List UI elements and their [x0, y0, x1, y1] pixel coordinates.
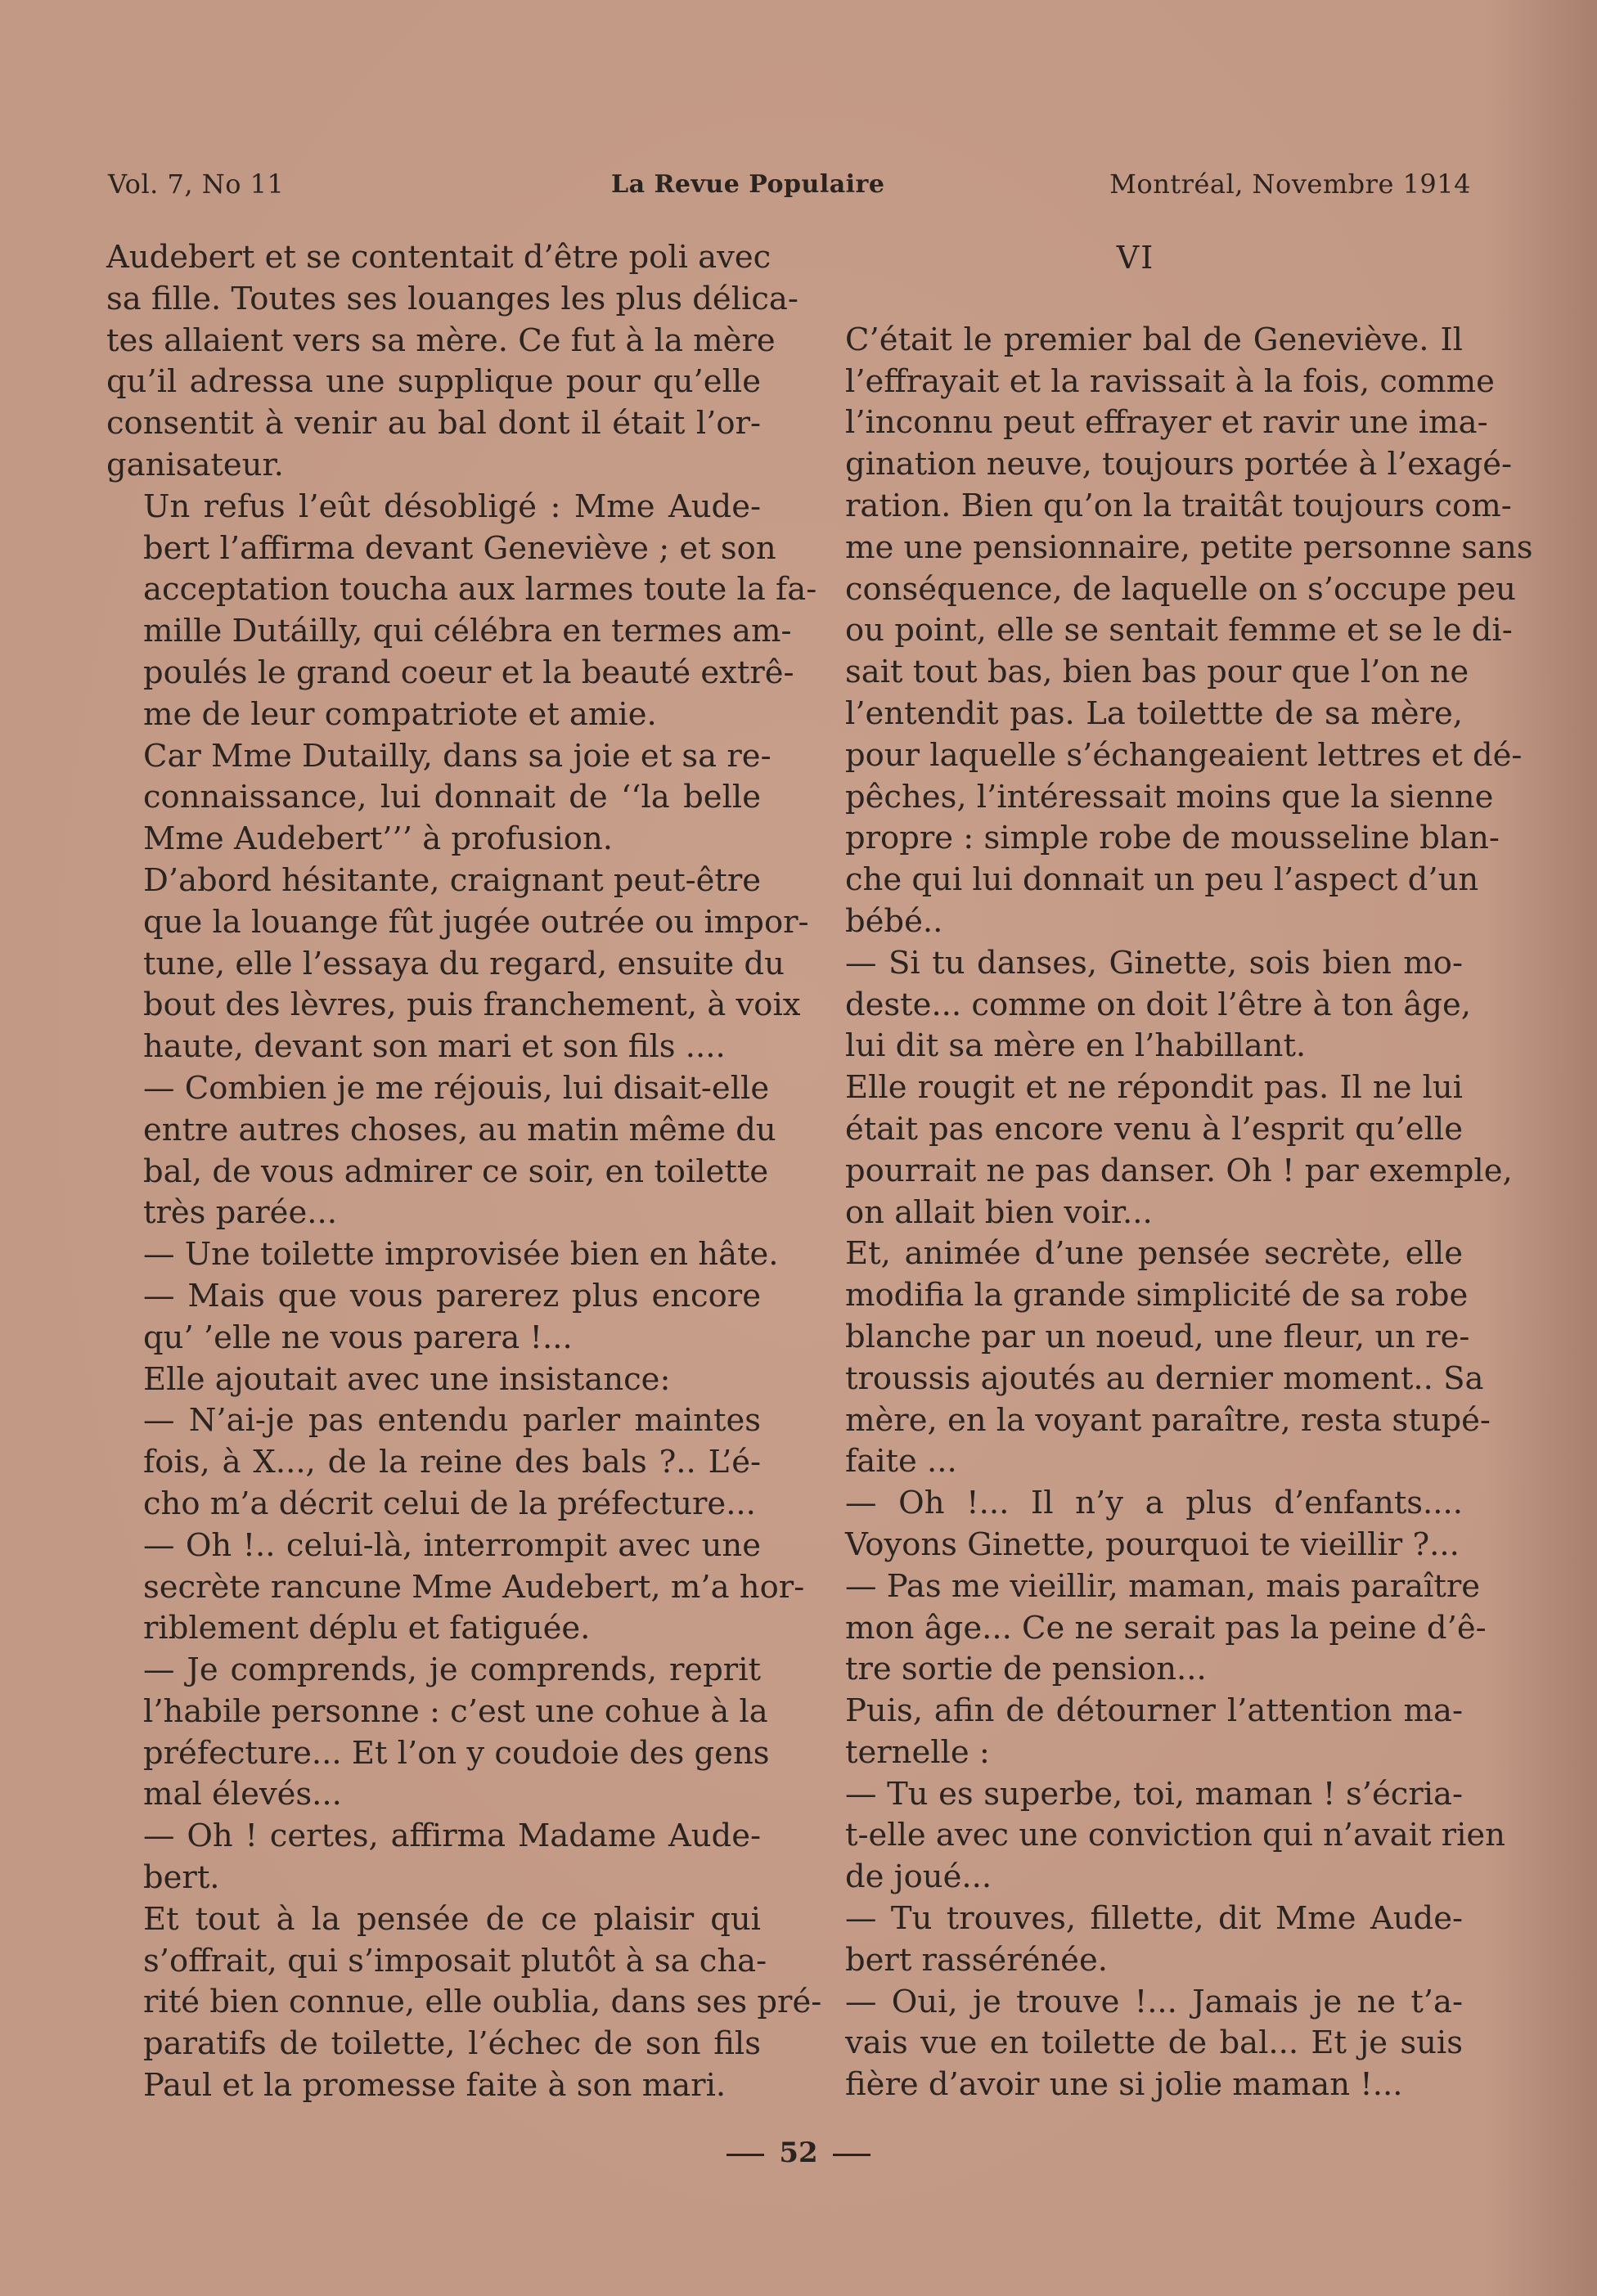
paragraph — [808, 1898, 1463, 1982]
text-line: D’abord hésitante, craignant peut-être — [143, 861, 762, 899]
text-line: bout des lèvres, puis franchement, à voix — [143, 986, 801, 1024]
paragraph — [106, 860, 809, 1068]
text-line: — Tu es superbe, toi, maman ! s’écria- — [845, 1775, 1463, 1813]
paragraph — [808, 1774, 1505, 1898]
text-line: mon âge... Ce ne serait pas la peine d’ê- — [845, 1609, 1487, 1647]
text-line: rité bien connue, elle oublia, dans ses pré- — [143, 1984, 822, 2021]
text-line: était pas encore venu à l’esprit qu’elle — [845, 1110, 1463, 1148]
text-line: — Tu trouves, fillette, dit Mme Aude- — [845, 1900, 1463, 1938]
text-line: blanche par un noeud, une fleur, un re- — [845, 1318, 1470, 1355]
text-line: pourrait ne pas danser. Oh ! par exemple, — [845, 1152, 1513, 1189]
paragraph — [808, 1691, 1463, 1774]
text-line: fois, à X..., de la reine des bals ?.. L’é- — [143, 1444, 761, 1481]
text-line: — Oui, je trouve !... Jamais je ne t’a- — [845, 1983, 1463, 2020]
paragraph — [808, 943, 1471, 1067]
text-line: Un refus l’eût désobligé : Mme Aude- — [143, 488, 761, 525]
text-line: Elle ajoutait avec une insistance: — [143, 1360, 671, 1398]
text-line: acceptation toucha aux larmes toute la fa- — [143, 571, 817, 609]
text-line: che qui lui donnait un peu l’aspect d’un — [845, 861, 1479, 899]
text-line: Audebert et se contentait d’être poli avec — [106, 239, 772, 276]
text-line: cho m’a décrit celui de la préfecture... — [143, 1485, 756, 1522]
text-line: s’offrait, qui s’imposait plutôt à sa cha- — [143, 1942, 767, 1979]
text-line: poulés le grand coeur et la beauté extrê- — [143, 654, 794, 691]
paragraph — [106, 1359, 761, 1401]
text-line: mère, en la voyant paraître, resta stupé- — [845, 1401, 1491, 1439]
text-line: consentit à venir au bal dont il était l’or- — [106, 405, 761, 443]
text-line: tune, elle l’essaya du regard, ensuite du — [143, 945, 785, 982]
text-line: Mme Audebert’’’ à profusion. — [143, 820, 613, 858]
text-line: haute, devant son mari et son fils .... — [143, 1028, 726, 1066]
text-line: — N’ai-je pas entendu parler maintes — [143, 1402, 761, 1440]
text-line: — Je comprends, je comprends, reprit — [143, 1651, 761, 1689]
text-line: secrète rancune Mme Audebert, m’a hor- — [143, 1568, 805, 1606]
text-line: ternelle : — [845, 1733, 990, 1771]
paragraph — [106, 1068, 776, 1234]
text-line: deste... comme on doit l’être à ton âge, — [845, 986, 1471, 1023]
text-line: bert l’affirma devant Geneviève ; et son — [143, 529, 776, 567]
left-column — [106, 237, 822, 2107]
text-line: — Si tu danses, Ginette, sois bien mo- — [845, 944, 1463, 982]
chapter-heading: VI — [1116, 240, 1155, 276]
text-line: mal élevés... — [143, 1776, 342, 1813]
paragraph — [106, 1276, 761, 1359]
paragraph — [106, 1400, 761, 1525]
running-header — [108, 168, 1471, 201]
paragraph — [106, 487, 817, 736]
paragraph — [808, 1067, 1513, 1233]
text-line: l’habile personne : c’est une cohue à la — [143, 1692, 768, 1730]
page-footer — [0, 2136, 1597, 2169]
text-line: gination neuve, toujours portée à l’exagé- — [845, 446, 1512, 483]
footer-dash-left — [727, 2154, 764, 2156]
text-line: entre autres choses, au matin même du — [143, 1111, 776, 1148]
text-line: ration. Bien qu’on la traitât toujours com- — [845, 487, 1512, 524]
place-date: Montréal, Novembre 1914 — [1109, 168, 1471, 200]
text-line: Elle rougit et ne répondit pas. Il ne lui — [845, 1069, 1463, 1107]
volume-label: Vol. 7, No 11 — [108, 168, 285, 200]
text-line: Et, animée d’une pensée secrète, elle — [845, 1235, 1463, 1273]
paragraph — [808, 320, 1533, 943]
text-line: riblement déplu et fatiguée. — [143, 1610, 591, 1647]
text-line: vais vue en toilette de bal... Et je suis — [845, 2024, 1463, 2062]
paragraph — [106, 1234, 779, 1276]
text-line: tre sortie de pension... — [845, 1651, 1207, 1688]
paragraph — [106, 1650, 770, 1816]
text-line: — Pas me vieillir, maman, mais paraître — [845, 1567, 1481, 1605]
text-line: lui dit sa mère en l’habillant. — [845, 1027, 1307, 1065]
text-line: l’inconnu peut effrayer et ravir une ima- — [845, 404, 1488, 442]
text-line: — Une toilette improvisée bien en hâte. — [143, 1236, 779, 1274]
text-line: C’était le premier bal de Geneviève. Il — [845, 321, 1463, 358]
right-column-body — [808, 320, 1533, 2106]
text-line: bert. — [143, 1859, 220, 1897]
text-line: l’entendit pas. La toilettte de sa mère, — [845, 694, 1463, 732]
text-line: mille Dutáilly, qui célébra en termes am- — [143, 613, 792, 650]
text-line: de joué... — [845, 1858, 992, 1896]
text-line: Paul et la promesse faite à son mari. — [143, 2067, 727, 2105]
text-line: qu’ ’elle ne vous parera !... — [143, 1319, 573, 1356]
text-line: l’effrayait et la ravissait à la fois, comme — [845, 362, 1495, 400]
text-line: tes allaient vers sa mère. Ce fut à la mère — [106, 321, 776, 359]
paragraph — [106, 1816, 761, 1899]
paragraph — [106, 1899, 822, 2107]
text-line: ganisateur. — [106, 446, 284, 483]
text-line: conséquence, de laquelle on s’occupe peu — [845, 570, 1516, 608]
text-line: — Oh !... Il n’y a plus d’enfants.... — [845, 1485, 1463, 1522]
text-line: on allait bien voir... — [845, 1193, 1153, 1231]
text-line: paratifs de toilette, l’échec de son fils — [143, 2025, 761, 2063]
text-line: sait tout bas, bien bas pour que l’on ne — [845, 654, 1469, 691]
text-line: — Mais que vous parerez plus encore — [143, 1277, 761, 1314]
footer-dash-right — [833, 2154, 870, 2156]
text-line: bébé.. — [845, 902, 943, 940]
text-line: — Oh !.. celui-là, interrompit avec une — [143, 1526, 761, 1564]
page-number: 52 — [779, 2136, 818, 2169]
text-line: préfecture... Et l’on y coudoie des gens — [143, 1734, 770, 1772]
text-line: ou point, elle se sentait femme et se le di- — [845, 612, 1513, 649]
text-line: bert rassérénée. — [845, 1941, 1108, 1979]
paragraph — [808, 1233, 1491, 1483]
text-line: troussis ajoutés au dernier moment.. Sa — [845, 1359, 1484, 1397]
text-line: — Oh ! certes, affirma Madame Aude- — [143, 1817, 761, 1855]
text-line: me de leur compatriote et amie. — [143, 695, 657, 733]
paragraph — [106, 1525, 805, 1650]
text-line: que la louange fût jugée outrée ou impor- — [143, 903, 809, 941]
paragraph — [808, 1982, 1463, 2106]
right-column — [808, 237, 1533, 2106]
text-line: propre : simple robe de mousseline blan- — [845, 820, 1500, 857]
text-line: fière d’avoir une si jolie maman !... — [845, 2066, 1403, 2104]
text-line: t-elle avec une conviction qui n’avait rien — [845, 1817, 1505, 1854]
text-line: qu’il adressa une supplique pour qu’elle — [106, 363, 761, 401]
text-line: sa fille. Toutes ses louanges les plus délica- — [106, 280, 798, 317]
text-line: pour laquelle s’échangeaient lettres et dé- — [845, 736, 1523, 774]
text-line: faite ... — [845, 1443, 957, 1480]
text-line: connaissance, lui donnait de ‘‘la belle — [143, 779, 761, 816]
text-line: Car Mme Dutailly, dans sa joie et sa re- — [143, 737, 772, 775]
journal-title: La Revue Populaire — [611, 170, 885, 199]
text-line: — Combien je me réjouis, lui disait-elle — [143, 1069, 770, 1107]
paragraph — [808, 1483, 1463, 1566]
text-line: Voyons Ginette, pourquoi te vieillir ?... — [845, 1525, 1460, 1563]
paragraph — [808, 1566, 1487, 1691]
text-line: bal, de vous admirer ce soir, en toilette — [143, 1152, 769, 1190]
text-line: pêches, l’intéressait moins que la sienne — [845, 778, 1494, 816]
paragraph — [106, 237, 798, 487]
text-line: très parée... — [143, 1194, 337, 1232]
paragraph — [106, 736, 772, 860]
text-line: Et tout à la pensée de ce plaisir qui — [143, 1900, 761, 1938]
text-line: modifia la grande simplicité de sa robe — [845, 1277, 1469, 1314]
text-line: Puis, afin de détourner l’attention ma- — [845, 1692, 1463, 1730]
text-line: me une pensionnaire, petite personne sans — [845, 528, 1533, 566]
